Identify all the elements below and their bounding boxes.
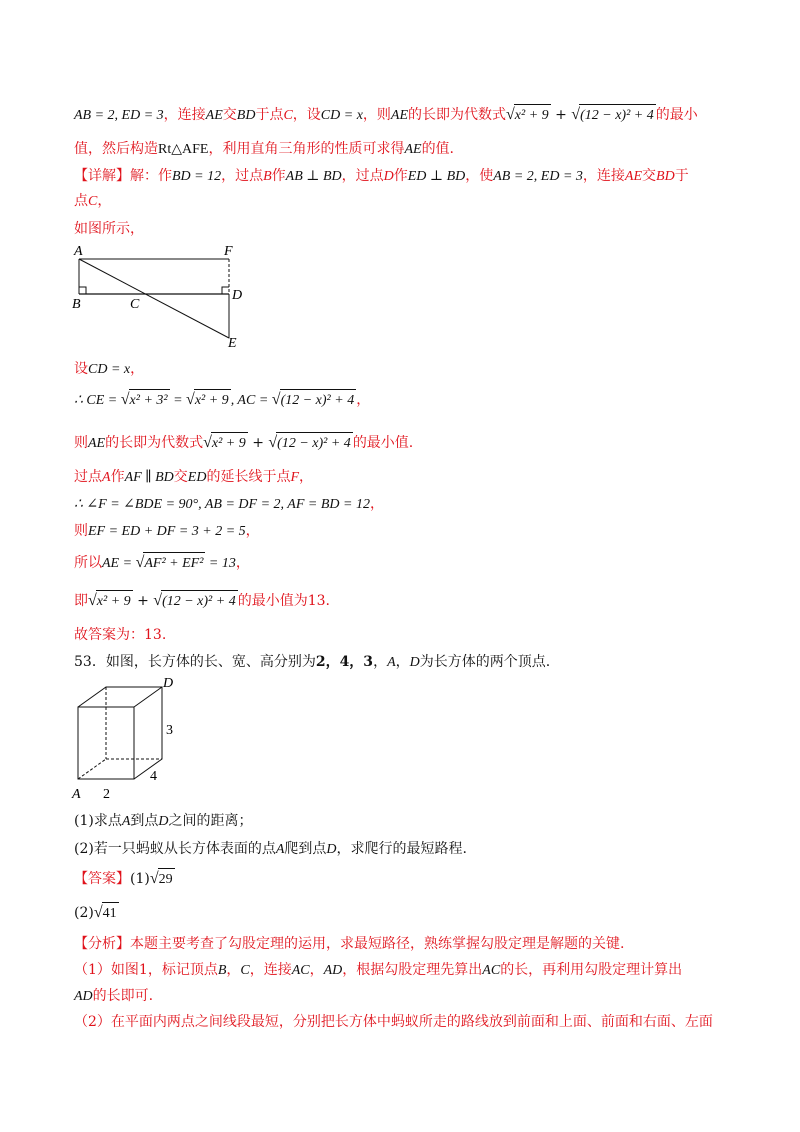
- math: B: [217, 963, 227, 978]
- sqrt-symbol: √: [93, 904, 103, 921]
- sqrt-symbol: √: [506, 106, 515, 123]
- text: ，求爬行的最短路程.: [336, 841, 467, 857]
- label-a: A: [72, 787, 81, 802]
- top-front-right-edge: [134, 687, 162, 707]
- text: 交: [222, 107, 237, 123]
- answer-1: [74, 868, 175, 891]
- text: 过点: [74, 469, 102, 485]
- text: ，: [395, 654, 410, 670]
- analysis-4: [74, 1011, 713, 1033]
- sqrt-content: x² + 9: [514, 104, 551, 127]
- text: 为长方体的两个顶点.: [419, 654, 551, 670]
- text: (1)求点: [74, 813, 122, 829]
- text: 的长，再利用勾股定理计算出: [500, 962, 683, 978]
- sqrt-symbol: √: [268, 434, 278, 451]
- text: 的最小值为: [237, 593, 308, 609]
- text: ，设: [292, 107, 321, 123]
- text: 如图所示，: [74, 221, 144, 237]
- detail-line-11: 即√x² + 9 + √(12 − x)² + 4 的最小值为13.: [74, 590, 330, 613]
- sqrt-symbol: √: [135, 554, 145, 571]
- text: ，连接: [249, 962, 292, 978]
- text: ，: [309, 962, 324, 978]
- text: ，则: [362, 107, 391, 123]
- math: AC: [482, 963, 501, 978]
- text: 的长即为代数式: [408, 107, 507, 123]
- math: ED: [187, 470, 207, 485]
- text: 爬到点: [284, 841, 327, 857]
- math: D: [409, 655, 420, 670]
- detail-line-1: [74, 165, 689, 188]
- text: ，连接: [163, 107, 206, 123]
- sqrt-symbol: √: [88, 592, 97, 609]
- text: ，: [130, 361, 145, 377]
- sqrt-content: x² + 9: [194, 389, 231, 412]
- math: A: [275, 842, 285, 857]
- text: ，: [369, 496, 384, 512]
- final-answer-line: [74, 624, 166, 646]
- math: AE: [390, 108, 409, 123]
- label-length: 2: [103, 787, 110, 802]
- text: 所以: [74, 555, 102, 571]
- text: ，: [373, 654, 388, 670]
- math: , AC =: [230, 393, 272, 408]
- text: ，根据勾股定理先算出: [342, 962, 483, 978]
- math: ∴ CE =: [74, 393, 121, 408]
- subquestion-1: [74, 810, 253, 833]
- text: 的延长线于点: [206, 469, 291, 485]
- label-d: D: [163, 676, 174, 691]
- math: C: [240, 963, 250, 978]
- text: 设: [74, 361, 88, 377]
- text: 13: [307, 593, 326, 609]
- analysis-heading: 【分析】本题主要考查了勾股定理的运用，求最短路径，熟练掌握勾股定理是解题的关键.: [74, 936, 625, 952]
- label-width: 4: [150, 769, 157, 784]
- math: AC: [291, 963, 310, 978]
- text: 点: [74, 193, 88, 209]
- text: 则: [74, 435, 88, 451]
- detail-line-5: [74, 389, 370, 412]
- text: 即: [74, 593, 88, 609]
- math-ab-ed: AB = 2, ED = 3: [74, 108, 164, 123]
- text: 于点: [255, 107, 284, 123]
- detail-line-3: [74, 218, 144, 240]
- math: BD: [236, 108, 256, 123]
- hidden-depth: [78, 759, 106, 779]
- math: =: [169, 393, 187, 408]
- text: 的值.: [421, 141, 455, 157]
- sqrt-symbol: √: [149, 870, 159, 887]
- text: (2): [74, 905, 94, 921]
- text: ，: [226, 962, 241, 978]
- math: AE: [404, 142, 422, 157]
- math: F: [290, 470, 300, 485]
- text: ，过点: [221, 168, 264, 184]
- sqrt-content: (12 − x)² + 4: [579, 104, 656, 127]
- detail-line-2: [74, 190, 111, 213]
- text: （1）如图1，标记顶点: [74, 962, 218, 978]
- text: ，利用直角三角形的性质可求得: [208, 141, 405, 157]
- text: 的最小值.: [352, 435, 414, 451]
- text: ，: [245, 523, 260, 539]
- sqrt-symbol: √: [571, 106, 581, 123]
- sqrt-content: (12 − x)² + 4: [161, 590, 238, 613]
- answer-heading: 【答案】: [74, 871, 130, 887]
- text: ，: [299, 469, 314, 485]
- label-height: 3: [166, 723, 173, 738]
- text: ，连接: [582, 168, 625, 184]
- sqrt-symbol: √: [120, 391, 130, 408]
- right-angle-b: [79, 287, 86, 294]
- math: ∴ ∠F = ∠BDE = 90°, AB = DF = 2, AF = BD = 12: [74, 497, 370, 512]
- sqrt-content: 41: [102, 902, 119, 925]
- math: B: [263, 169, 272, 184]
- math: D: [383, 169, 394, 184]
- text: 则: [74, 523, 88, 539]
- sqrt-content: (12 − x)² + 4: [276, 432, 353, 455]
- math: AD: [323, 963, 343, 978]
- label-f: F: [224, 244, 233, 259]
- math: AB = 2, ED = 3: [493, 169, 583, 184]
- analysis-2: [74, 959, 682, 982]
- sqrt-content: AF² + EF²: [143, 552, 205, 575]
- math: A: [102, 470, 111, 485]
- figure-cuboid: [66, 674, 196, 804]
- text: 交: [642, 168, 657, 184]
- text: .: [325, 593, 330, 609]
- math: D: [326, 842, 337, 857]
- math: C: [88, 194, 98, 209]
- math: AE =: [102, 556, 136, 571]
- math: = 13: [205, 556, 236, 571]
- sqrt-content: 29: [158, 868, 175, 891]
- math: ED ⊥ BD: [407, 169, 466, 184]
- text: 之间的距离；: [168, 813, 253, 829]
- sqrt-symbol: √: [203, 434, 212, 451]
- analysis-1: [74, 933, 624, 955]
- math: AE: [205, 108, 223, 123]
- detail-line-10: [74, 552, 250, 575]
- math: AE: [624, 169, 643, 184]
- right-angle-d: [222, 287, 229, 294]
- dimensions: 2，4，3: [315, 654, 374, 670]
- detail-heading: 【详解】解：作: [74, 168, 172, 184]
- math: CD = x: [88, 362, 131, 377]
- math: A: [387, 655, 396, 670]
- sqrt-content: (12 − x)² + 4: [280, 389, 357, 412]
- detail-line-8: [74, 493, 384, 516]
- math: C: [283, 108, 293, 123]
- math: AD: [74, 989, 93, 1004]
- text: ，: [235, 555, 250, 571]
- label-a: A: [74, 244, 83, 259]
- sqrt-symbol: √: [186, 391, 195, 408]
- detail-line-6: 则AE的长即为代数式√x² + 9 + √(12 − x)² + 4 的最小值.: [74, 432, 413, 455]
- label-b: B: [72, 297, 81, 312]
- text: ，: [97, 193, 112, 209]
- math: D: [158, 814, 169, 829]
- top-right-edges: [78, 687, 162, 779]
- text: (1): [130, 871, 150, 887]
- detail-line-4: [74, 358, 144, 381]
- sqrt-content: x² + 9: [211, 432, 248, 455]
- text: 作: [393, 168, 408, 184]
- question-text: 53．如图，长方体的长、宽、高分别为: [74, 654, 316, 670]
- text: 作: [110, 469, 125, 485]
- math: A: [121, 814, 131, 829]
- text: (2)若一只蚂蚁从长方体表面的点: [74, 841, 276, 857]
- label-e: E: [228, 336, 237, 351]
- text: 的长即为代数式: [105, 435, 204, 451]
- math: BD = 12: [172, 169, 222, 184]
- text: ，使: [465, 168, 494, 184]
- text: 值，然后构造: [74, 141, 158, 157]
- text: 的最小: [655, 107, 698, 123]
- solution-line-1: AB = 2, ED = 3，连接AE交BD于点C，设CD = x，则AE的长即为代数式√x² + 9 + √(12 − x)² + 4 的最小: [74, 104, 698, 127]
- sqrt-content: x² + 3²: [129, 389, 170, 412]
- math: BD: [656, 169, 675, 184]
- text: 故答案为：13.: [74, 627, 167, 643]
- detail-line-9: [74, 520, 260, 543]
- text: 的长即可.: [92, 988, 154, 1004]
- question-53: [74, 651, 550, 674]
- math: EF = ED + DF = 3 + 2 = 5: [88, 524, 246, 539]
- text: 交: [173, 469, 188, 485]
- label-c: C: [130, 297, 140, 312]
- sqrt-symbol: √: [271, 391, 281, 408]
- subquestion-2: [74, 838, 467, 861]
- math: CD = x: [320, 108, 363, 123]
- figure-segment-diagram: [68, 240, 248, 352]
- math: Rt△AFE: [158, 142, 209, 157]
- math: AF ∥ BD: [124, 470, 174, 485]
- answer-2: [74, 902, 119, 925]
- text: 于: [674, 168, 689, 184]
- text: 到点: [130, 813, 159, 829]
- math: AB ⊥ BD: [285, 169, 342, 184]
- text: （2）在平面内两点之间线段最短，分别把长方体中蚂蚁所走的路线放到前面和上面、前面和右面、左面: [74, 1014, 713, 1030]
- math: AE: [88, 436, 106, 451]
- text: ，: [356, 392, 371, 408]
- solution-line-2: [74, 138, 454, 161]
- sqrt-content: x² + 9: [96, 590, 133, 613]
- text: 作: [271, 168, 286, 184]
- analysis-3: [74, 985, 153, 1008]
- line-ae: [79, 259, 229, 338]
- sqrt-symbol: √: [153, 592, 163, 609]
- text: ，过点: [341, 168, 384, 184]
- label-d: D: [232, 288, 243, 303]
- detail-line-7: [74, 466, 313, 489]
